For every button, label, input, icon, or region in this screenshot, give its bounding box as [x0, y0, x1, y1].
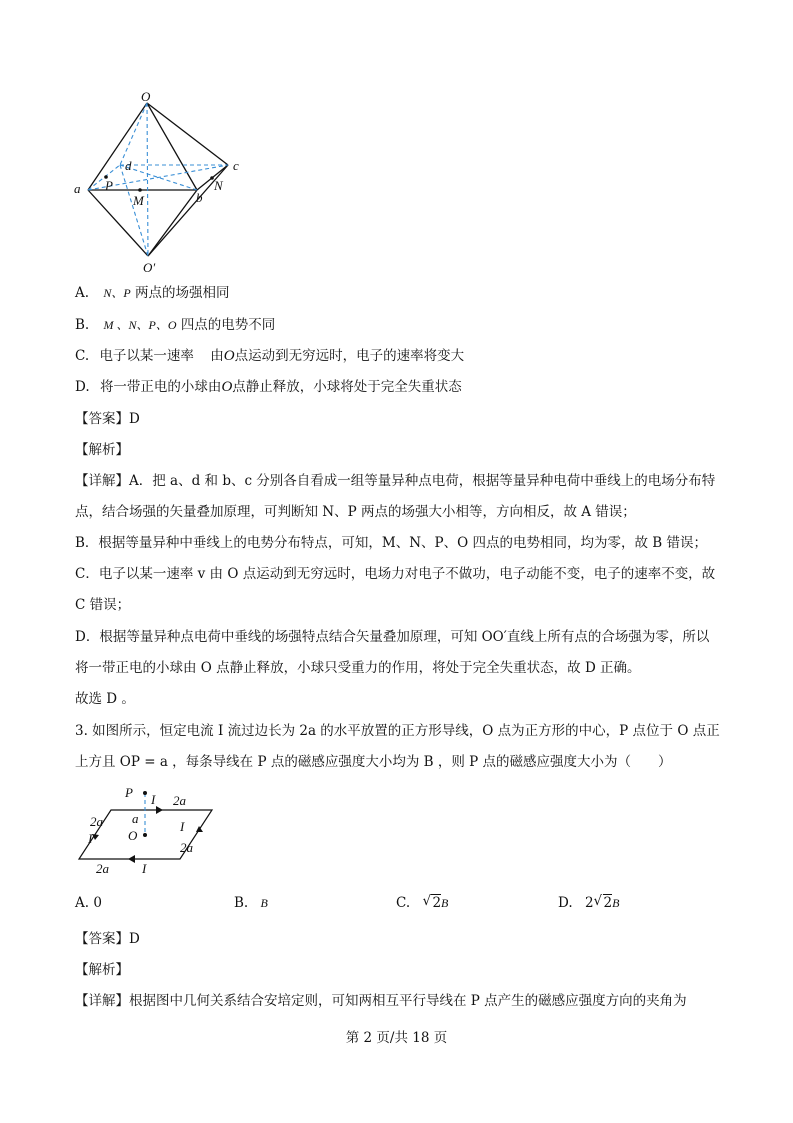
q2-conclusion: 故选 D 。 — [75, 691, 135, 707]
q2-option-b — [75, 316, 275, 334]
option-letter: C. — [75, 348, 90, 364]
label-P: P — [125, 785, 133, 800]
q2-analysis-heading: 【解析】 — [75, 442, 129, 458]
q3-stem-line-2: 上方且 OP = a ，每条导线在 P 点的磁感应强度大小均为 B ，则 P 点的磁感应强度大小为（ ） — [75, 754, 672, 770]
option-text-pre: 电子以某一速率 — [99, 348, 194, 364]
square-loop-figure — [70, 780, 230, 880]
option-text: 两点的场强相同 — [134, 285, 230, 301]
page-footer: 第 2 页/共 18 页 — [345, 1030, 448, 1046]
label-O: O — [128, 828, 138, 843]
option-vars: N、P — [103, 286, 131, 300]
option-var: B — [441, 896, 449, 910]
option-letter: A. — [75, 895, 90, 911]
option-text: 四点的电势不同 — [180, 317, 276, 333]
q3-answer: 【答案】D — [75, 931, 140, 947]
octahedron-figure — [70, 85, 260, 280]
label-I-right: I — [180, 819, 185, 834]
option-vars: M 、N、P、O — [103, 318, 177, 332]
option-var: O — [221, 379, 233, 395]
label-P: P — [105, 178, 113, 193]
label-2a-top: 2a — [173, 793, 186, 808]
q2-option-d — [75, 378, 462, 396]
q2-detail-line-3: B．根据等量异种中垂线上的电势分布特点，可知，M、N、P、O 四点的电势相同，均为零，故 B 错误； — [75, 535, 708, 551]
q2-detail-line-1: 【详解】A．把 a、d 和 b、c 分别各自看成一组等量异种点电荷，根据等量异种电荷中垂线上的电场分布特 — [75, 473, 716, 489]
option-letter: B. — [234, 895, 249, 911]
q2-option-a — [75, 284, 229, 302]
option-letter: D. — [75, 379, 90, 395]
label-a: a — [74, 181, 81, 196]
label-a: a — [132, 811, 139, 826]
option-text-post: 点静止释放，小球将处于完全失重状态 — [232, 379, 462, 395]
q2-option-c — [75, 347, 464, 365]
q2-answer: 【答案】D — [75, 411, 140, 427]
q3-option-d — [558, 894, 619, 912]
label-I-bottom: I — [142, 861, 147, 876]
option-value: 0 — [93, 895, 102, 911]
option-text-post: 点运动到无穷远时，电子的速率将变大 — [234, 348, 465, 364]
q2-detail-line-7: 将一带正电的小球由 O 点静止释放，小球只受重力的作用，将处于完全失重状态，故 D 正确。 — [75, 660, 641, 676]
q3-analysis-heading: 【解析】 — [75, 962, 129, 978]
option-text-pre: 将一带正电的小球由 — [99, 379, 222, 395]
q3-option-a — [75, 894, 102, 912]
q3-option-b — [234, 894, 268, 912]
label-I-top: I — [151, 792, 156, 807]
q2-detail-line-6: D．根据等量异种点电荷中垂线的场强特点结合矢量叠加原理，可知 OO′直线上所有点的合场强为零，所以 — [75, 629, 710, 645]
option-letter: D. — [558, 895, 573, 911]
label-N: N — [214, 178, 223, 193]
option-letter: B. — [75, 317, 90, 333]
sqrt-symbol: √ 2 — [422, 893, 442, 911]
option-text-mid: 由 — [210, 348, 224, 364]
label-O: O — [141, 89, 151, 104]
sqrt-symbol: √ 2 — [593, 893, 613, 911]
q2-detail-line-4: C．电子以某一速率 v 由 O 点运动到无穷远时，电场力对电子不做功，电子动能不变，电子的速率不变，故 — [75, 566, 716, 582]
option-var: O — [223, 348, 235, 364]
label-2a-right: 2a — [180, 840, 193, 855]
radicand: 2 — [603, 895, 613, 911]
label-2a-left: 2a — [90, 814, 103, 829]
label-d: d — [125, 158, 132, 173]
label-O-prime: O′ — [143, 260, 156, 275]
option-var: B — [612, 896, 620, 910]
label-2a-bottom: 2a — [96, 861, 109, 876]
label-c: c — [233, 158, 239, 173]
q3-option-c — [396, 894, 448, 912]
option-coef: 2 — [584, 895, 594, 911]
q3-detail-line-1: 【详解】根据图中几何关系结合安培定则，可知两相互平行导线在 P 点产生的磁感应强度方向的夹角为 — [75, 993, 687, 1009]
label-M: M — [133, 193, 144, 208]
q2-detail-line-2: 点，结合场强的矢量叠加原理，可判断知 N、P 两点的场强大小相等，方向相反，故 A 错误； — [75, 504, 636, 520]
option-letter: C. — [396, 895, 411, 911]
label-b: b — [196, 190, 203, 205]
option-value: B — [260, 896, 268, 910]
radicand: 2 — [432, 895, 442, 911]
label-I-left: I — [88, 831, 93, 846]
q3-stem-line-1: 3. 如图所示，恒定电流 I 流过边长为 2a 的水平放置的正方形导线，O 点为正方形的中心，P 点位于 O 点正 — [75, 723, 720, 739]
option-letter: A. — [75, 285, 90, 301]
q2-detail-line-5: C 错误； — [75, 597, 131, 613]
